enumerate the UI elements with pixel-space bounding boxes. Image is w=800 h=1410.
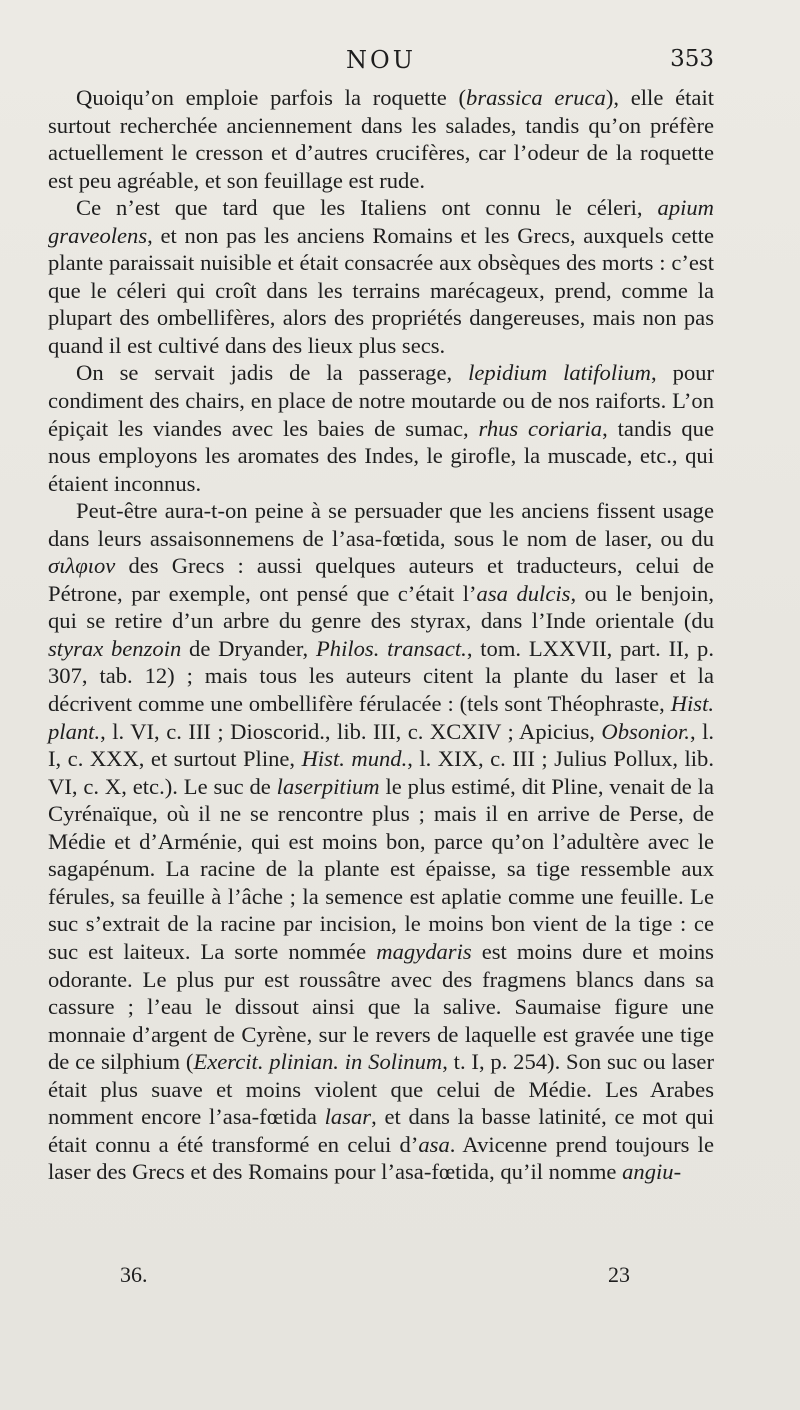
text-run: Ce n’est que tard que les Italiens ont connu le céleri, <box>76 195 658 221</box>
italic-term: rhus coriaria <box>478 415 603 441</box>
text-run: , et dans la basse latinité, ce mot qui était connu a été transformé en celui d’ <box>48 1104 714 1157</box>
italic-term: Hist. mund. <box>301 746 408 772</box>
paragraph <box>48 194 714 359</box>
text-run: ), elle était surtout recherchée anciennement dans les salades, tandis qu’on préfère actuellement le cresson et d’autres crucifères, car l’odeur de la roquette est peu agréable, et son feuillage est rude. <box>48 85 715 193</box>
body-text <box>48 84 714 1186</box>
italic-term: Exercit. plinian. in Solinum <box>193 1049 443 1075</box>
italic-term: magydaris <box>376 938 472 964</box>
italic-term: Hist. plant. <box>48 691 714 744</box>
italic-term: lasar <box>324 1104 372 1130</box>
text-run: , tandis que nous employons les aromates des Indes, le girofle, la muscade, etc., qui étaient inconnus. <box>48 415 714 496</box>
gathering-number: 23 <box>608 1262 630 1287</box>
italic-term: styrax benzoin <box>48 635 182 661</box>
page-footer <box>48 1262 714 1292</box>
text-run: , et non pas les anciens Romains et les Grecs, auxquels cette plante paraissait nuisible et était consacrée aux obsèques des morts : c’est que le céleri qui croît dans les terrains marécageux, prend, comme la plupart des ombellifères, alors des propriétés dangereuses, mais non pas quand il est cultivé dans des lieux plus secs. <box>48 222 714 358</box>
text-run: , pour condiment des chairs, en place de notre moutarde ou de nos raiforts. L’on épiçait les viandes avec les baies de sumac, <box>48 360 714 441</box>
text-run: de Dryander, <box>181 635 316 661</box>
italic-term: asa dulcis <box>476 580 571 606</box>
text-run: des Grecs : aussi quelques auteurs et traducteurs, celui de Pétrone, par exemple, ont pensé que c’était l’ <box>48 553 714 606</box>
running-head <box>48 46 714 80</box>
text-run: Peut-être aura-t-on peine à se persuader que les anciens fissent usage dans leurs assaisonnemens de l’asa-fœtida, sous le nom de laser, ou du <box>48 498 714 551</box>
italic-term: σιλφιον <box>48 553 116 579</box>
paragraph <box>48 359 714 497</box>
text-run: . Avicenne prend toujours le laser des Grecs et des Romains pour l’asa-fœtida, qu’il nomme <box>48 1131 714 1185</box>
paragraph <box>48 497 714 1186</box>
italic-term: apium graveolens <box>48 195 714 248</box>
text-run: le plus estimé, dit Pline, venait de la Cyrénaïque, où il ne se rencontre plus ; mais il en arrive de Perse, de Médie et d’Arménie, qui est moins bon, parce qu’on l’adultère avec le sagapénum. La racine de la plante est épaisse, sa tige ressemble aux férules, sa feuille à l’âche ; la semence est aplatie comme une feuille. Le suc s’extrait de la racine par incision, le moins bon vient de la tige : ce suc est laiteux. La sorte nommée <box>48 773 714 964</box>
italic-term: asa <box>418 1131 450 1157</box>
italic-term: angiu- <box>622 1159 682 1185</box>
text-run: , l. VI, c. III ; Dioscorid., lib. III, c. XCXIV ; Apicius, <box>100 718 602 744</box>
signature-mark: 36. <box>120 1262 148 1287</box>
italic-term: lepidium latifolium <box>468 360 651 386</box>
text-run: On se servait jadis de la passerage, <box>76 360 469 386</box>
italic-term: Philos. transact. <box>315 635 467 661</box>
text-run: , t. I, p. 254). Son suc ou laser était plus suave et moins violent que celui de Médie. Les Arabes nomment encore l’asa-fœtida <box>48 1049 714 1130</box>
text-run: , l. I, c. XXX, et surtout Pline, <box>48 718 714 772</box>
paragraph <box>48 84 714 194</box>
page-number: 353 <box>670 46 714 72</box>
text-run: est moins dure et moins odorante. Le plus pur est roussâtre avec des fragmens blancs dans sa cassure ; l’eau le dissout ainsi que la salive. Saumaise figure une monnaie d’argent de Cyrène, sur le revers de laquelle est gravée une tige de ce silphium ( <box>48 938 714 1075</box>
text-run: , l. XIX, c. III ; Julius Pollux, lib. VI, c. X, etc.). Le suc de <box>48 746 714 799</box>
running-title: NOU <box>346 46 416 74</box>
italic-term: laserpitium <box>276 773 380 799</box>
text-run: , ou le benjoin, qui se retire d’un arbre du genre des styrax, dans l’Inde orientale (du <box>48 580 714 634</box>
italic-term: Obsonior. <box>601 718 690 744</box>
text-run: Quoiqu’on emploie parfois la roquette ( <box>76 85 467 110</box>
text-run: , tom. LXXVII, part. II, p. 307, tab. 12) ; mais tous les auteurs citent la plante du laser et la décrivent comme une ombellifère férulacée : (tels sont Théophraste, <box>48 635 714 717</box>
italic-term: brassica eruca <box>466 85 606 110</box>
